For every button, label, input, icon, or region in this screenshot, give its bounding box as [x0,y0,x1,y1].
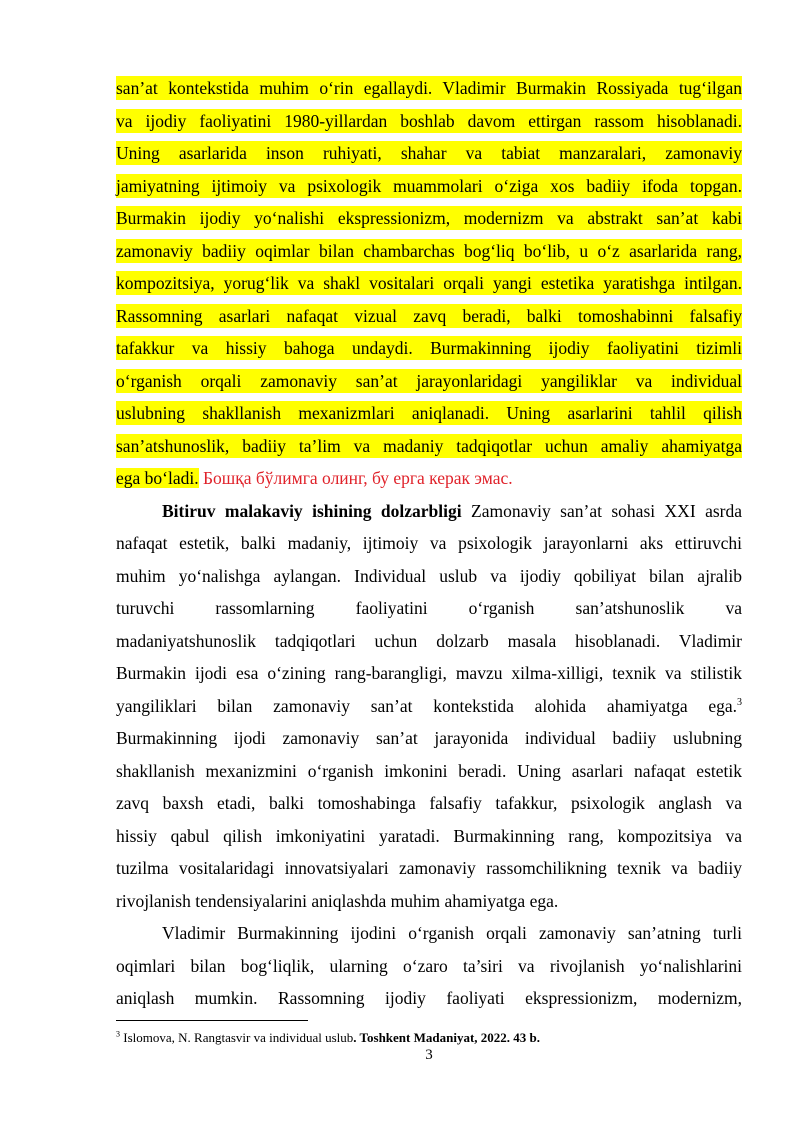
highlighted-text: ega bo‘ladi. [116,468,199,488]
footnote-text: Islomova, N. Rangtasvir va individual uslub [123,1030,354,1045]
footnote-separator [116,1020,308,1021]
text-line: Uning asarlarida inson ruhiyati, shahar va tabiat manzaralari, zamonaviy [116,143,742,163]
text-line: hissiy qabul qilish imkoniyatini yaratadi. Burmakinning rang, kompozitsiya va [116,825,742,846]
page-number: 3 [425,1047,433,1063]
text-line: madaniyatshunoslik tadqiqotlari uchun dolzarb masala hisoblanadi. Vladimir [116,630,742,651]
text-line [116,466,742,490]
text-line: jamiyatning ijtimoiy va psixologik muammolari o‘ziga xos badiiy ifoda topgan. [116,175,742,196]
footnote-number: 3 [116,1029,120,1039]
section-heading: Bitiruv malakaviy ishining dolzarbligi [162,500,462,521]
text-line: Burmakin ijodi esa o‘zining rang-barangligi, mavzu xilma-xilligi, texnik va stilistik [116,663,742,683]
footnote-text-end: . Toshkent Madaniyat, 2022. 43 b. [353,1030,541,1045]
text-line: va ijodiy faoliyatini 1980-yillardan boshlab davom ettirgan rassom hisoblanadi. [116,110,742,131]
text-line: o‘rganish orqali zamonaviy san’at jarayonlaridagi yangiliklar va individual [116,370,742,391]
text-line: Vladimir Burmakinning ijodini o‘rganish orqali zamonaviy san’atning turli [162,923,742,943]
text-line: aniqlash mumkin. Rassomning ijodiy faoliyati ekspressionizm, modernizm, [116,988,742,1008]
text-line: san’at kontekstida muhim o‘rin egallaydi. Vladimir Burmakin Rossiyada tug‘ilgan [116,78,742,98]
text-line: rivojlanish tendensiyalarini aniqlashda muhim ahamiyatga ega. [116,890,559,911]
reviewer-comment: Бошқа бўлимга олинг, бу ерга керак эмас. [202,468,513,488]
footnote-reference[interactable]: 3 [737,696,742,708]
text-line [162,499,742,523]
text-line: Burmakinning ijodi zamonaviy san’at jarayonida individual badiiy uslubning [116,728,742,748]
text-line: tuzilma vositalaridagi innovatsiyalari zamonaviy rassomchilikning texnik va badiiy [116,858,742,878]
text-line: Rassomning asarlari nafaqat vizual zavq beradi, balki tomoshabinni falsafiy [116,305,742,326]
footnote [116,1030,540,1046]
text-line: zavq baxsh etadi, balki tomoshabinga falsafiy tafakkur, psixologik anglash va [116,793,742,813]
text-line: shakllanish mexanizmini o‘rganish imkonini beradi. Uning asarlari nafaqat estetik [116,760,742,781]
text-span: yangiliklari bilan zamonaviy san’at kontekstida alohida ahamiyatga ega. [116,695,737,716]
text-line: tafakkur va hissiy bahoga undaydi. Burmakinning ijodiy faoliyatini tizimli [116,338,742,358]
text-line: muhim yo‘nalishga aylangan. Individual uslub va ijodiy qobiliyat bilan ajralib [116,565,742,586]
text-line: kompozitsiya, yorug‘lik va shakl vositalari orqali yangi estetika yaratishga intilgan. [116,273,742,293]
text-line [116,694,742,718]
text-line: Burmakin ijodiy yo‘nalishi ekspressionizm, modernizm va abstrakt san’at kabi [116,208,742,228]
text-line: oqimlari bilan bog‘liqlik, ularning o‘zaro ta’siri va rivojlanish yo‘nalishlarini [116,955,742,976]
text-line: turuvchi rassomlarning faoliyatini o‘rganish san’atshunoslik va [116,598,742,618]
text-line: san’atshunoslik, badiiy ta’lim va madaniy tadqiqotlar uchun amaliy ahamiyatga [116,435,742,456]
text-span: Zamonaviy san’at sohasi XXI asrda [471,500,743,521]
text-line: uslubning shakllanish mexanizmlari aniqlanadi. Uning asarlarini tahlil qilish [116,403,742,423]
text-line: nafaqat estetik, balki madaniy, ijtimoiy va psixologik jarayonlarni aks ettiruvchi [116,533,742,553]
text-line: zamonaviy badiiy oqimlar bilan chambarchas bog‘liq bo‘lib, u o‘z asarlarida rang, [116,240,742,261]
